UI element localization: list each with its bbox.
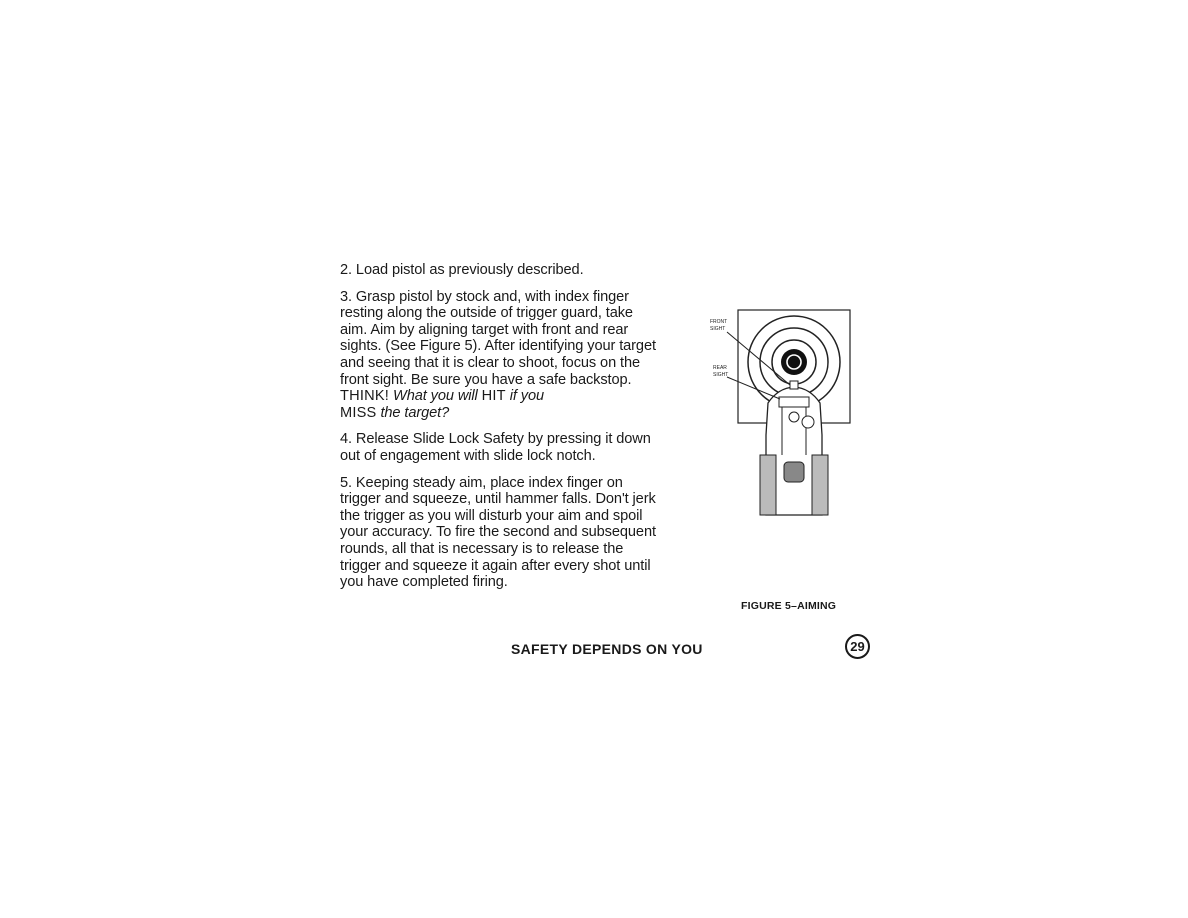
hit-emphasis: HIT — [481, 388, 506, 405]
what-you-will: What you will — [393, 388, 478, 405]
target-bullseye-center — [791, 359, 797, 365]
hammer-knurl — [784, 462, 804, 482]
page-number: 29 — [845, 634, 870, 659]
if-you: if you — [509, 388, 545, 405]
step-5: 5. Keeping steady aim, place index finger on trigger and squeeze, until hammer falls. Don't jerk the trigger as you will disturb your aim and spoil your accuracy. To fire the second and subsequent rounds, all that is necessary is to release the trigger and squeeze it again after every shot until you have completed firing. — [340, 474, 656, 591]
instructions-column — [340, 262, 658, 601]
figure-caption: FIGURE 5–AIMING — [741, 600, 837, 612]
rear-sight-label-1: REAR — [713, 365, 727, 371]
step-3-text: 3. Grasp pistol by stock and, with index finger resting along the outside of trigger guard, take aim. Aim by aligning target with front and rear sights. (See Figure 5). After identifying your target and seeing that it is clear to shoot, focus on the front sight. Be sure you have a safe backstop. — [340, 288, 656, 388]
think-emphasis: THINK! — [340, 388, 390, 405]
rear-sight — [779, 397, 809, 407]
front-sight-label-1: FRONT — [710, 319, 728, 325]
step-4: 4. Release Slide Lock Safety by pressing it down out of engagement with slide lock notch. — [340, 431, 651, 464]
front-sight-label-2: SIGHT — [710, 326, 726, 332]
slide-pin — [802, 416, 814, 428]
step-2: 2. Load pistol as previously described. — [340, 262, 584, 278]
front-sight-blade — [790, 381, 798, 389]
slide-hole — [789, 412, 799, 422]
front-sight-pointer — [727, 332, 790, 385]
pistol-grip-right — [812, 455, 828, 515]
the-target: the target? — [380, 404, 450, 421]
footer-title: SAFETY DEPENDS ON YOU — [511, 641, 703, 657]
pistol-grip-left — [760, 455, 776, 515]
aiming-figure — [700, 305, 860, 525]
miss-emphasis: MISS — [340, 404, 377, 421]
rear-sight-label-2: SIGHT — [713, 372, 729, 378]
step-3 — [340, 289, 658, 422]
